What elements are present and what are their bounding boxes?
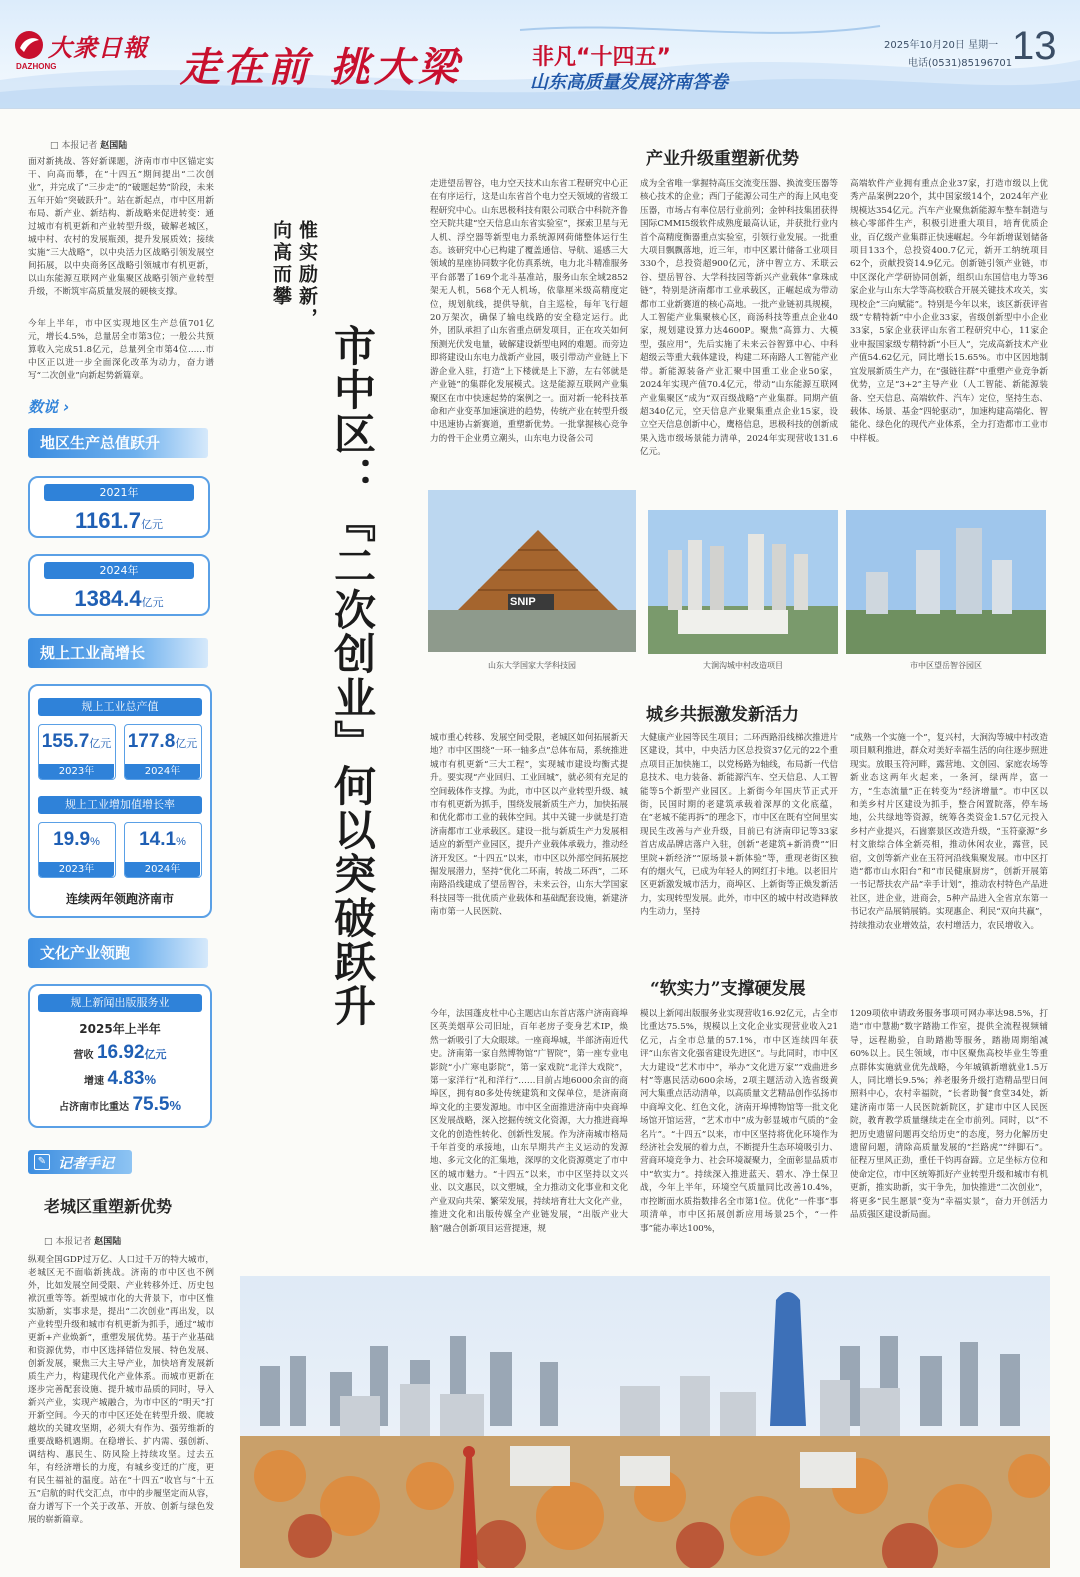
article-3-col-3: 1209项依申请政务服务事项可网办率达98.5%，打造“市中慧勘”数字踏勘工作室，提供全流程视频辅导，远程勘验，自助踏勘等服务，踏勘周期缩减60%以上。民生领域，市中区聚焦高校毕业生等重点群体实施就业优先战略，今年城镇新增就业1.5万人，同比增长9.5%；养老服务升级打造精品型日间照料中心，农村幸福院，“长者助餐”食堂34处，新建济南市第一人民医院新院区，扩建市中区人民医院，教育教学质量继续走在全市前列。同时，以“不把历史遗留问题再交给历史”的态度，努力化解历史遗留问题，清除高质量发展的“拦路虎”“绊脚石”。征程万里风正劲，重任千钧再奋蹄。立足坐标方位和使命定位，市中区统筹抓好产业转型升级和城市有机更新，推实助新，实干争先，加快推进“二次创业”，将更多“民生愿景”变为“幸福实景”，奋力开创活力品质强区建设新局面。 <box>850 1009 1048 1221</box>
industry-growth-value-2024: 14.1% <box>139 829 186 850</box>
newspaper-logo-text: 大衆日報 <box>48 33 148 62</box>
culture-period: 2025年上半年 <box>79 1022 161 1036</box>
newspaper-logo-subtext: DAZHONG <box>16 62 57 71</box>
photo-sign-text: SNIP <box>510 596 536 608</box>
notes-text: 纵观全国GDP过万亿、人口过千万的特大城市，老城区无不面临新挑战。济南的市中区也不例外，比如发展空间受限、产业转移外迁、历史包袱沉重等等。新型城市化的大背景下，市中区惟实励新，实事求是，提出“二次创业”再出发，以产业转型升级和城市有机更新为抓手，通过“城市更新+产业焕新”，重塑发展优势。基于产业基础和资源优势，市中区选择错位发展、特色发展、创新发展，聚焦三大主导产业，加快培育发展新质生产力，构建现代化产业体系。而城市更新在逐步完善配套设施、提升城市品质的同时，导入新兴产业，实现产城融合，为市中区的“明天”打开新空间。今天的市中区还处在转型升级、爬坡越坎的关键攻坚期，必须大有作为、强劳维新的重要战略机遇期。在稳增长、扩内需、强创新、调结构、惠民生、防风险上持续攻坚。过去五年，有经济增长的力度，有城乡变迁的广度，更有民生福祉的温度。站在“十四五”收官与“十五五”启航的时代交汇点，市中的步履坚定而从容，奋力谱写下一个关于改革、开放、创新与绿色发展的崭新篇章。 <box>28 1255 214 1525</box>
article-1-title: 产业升级重塑新优势 <box>646 149 799 169</box>
culture-revenue: 营收 16.92亿元 <box>73 1042 167 1063</box>
photo-caption-3: 市中区望岳智谷园区 <box>910 661 982 670</box>
industry-card <box>28 684 212 918</box>
industry-growth-2023 <box>38 822 116 878</box>
photo-caption-2: 大涧沟城中村改造项目 <box>703 661 783 670</box>
article-2-col-3: “成熟一个实施一个”，复兴村，大涧沟等城中村改造项目顺利推进，群众对美好幸福生活的向往逐步照进现实。放眼玉符河畔，露营地、文创园、家庭农场等新业态这两年火起来，一条河，绿两岸，富一方，“生态流量”正在转变为“经济增量”。市中区以和美乡村片区建设为抓手，整合闲置院落，停车场地，公共绿地等资源，统筹各类资金1.57亿元投入乡村产业提兴，石崮寨景区改造升级，“玉符豪源”乡村文旅综合体全新亮相，推动休闲农业，露营，民宿，文创等新产业在玉符河沿线集聚发展。市中区打造“都市山水阳台”和“市民健康厨房”，创新开展第一书记帮扶农产品“幸手计划”，推动农村特色产品进社区，进企业，进商会，5种产品进入全省京东第一书记农产品展销展销。实现惠企、利民“双向共赢”，持续推动农业增效益，农村增活力，农民增收入。 <box>850 733 1048 931</box>
industry-growth-year-2024: 2024年 <box>125 862 200 877</box>
article-1-col-1: 走进望岳智谷，电力空天技术山东省工程研究中心正在有序运行，这是山东省首个电力空天领域的省级工程研究中心。山东思极科技有限公司联合中科院齐鲁空天院共建“空天信息山东省实验室”，探索卫星与无人机、浮空器等新型电力系统源网荷储整体运行生态。该研究中心已构建了覆盖通信、导航、遥感三大领域的星座协同数字化仿真系统，电力北斗精准服务平台部署了169个北斗基准站，服务山东全域2852架无人机，568个无人机场，依靠厘米级高精度定位，规划航线，提供导航，自主巡检，每年飞行超20万架次，确保了输电线路的安全稳定运行。此外，团队承担了山东省重点研发项目，正在攻关如何预测光伏发电量，破解建设新型电网的难题。而旁边即将建设山东电力战新产业园，吸引带动产业链上下游企业入驻，打造“上下楼就是上下游，左右邻就是产业链”的集群化发展模式。这是能源互联网产业集聚区在市中快速起势的案例之一。面对新一轮科技革命和产业变革加速演进的趋势，传统产业在转型升级中迅速协占新赛道，重塑新优势。一批掌握核心竞争力的骨干企业勇立潮头，山东电力设备公司 <box>430 179 628 444</box>
industry-growth-value-2023: 19.9% <box>53 829 100 850</box>
culture-label: 规上新闻出版服务业 <box>38 994 202 1012</box>
article-2-col-2: 大健康产业园等民生项目；二环西路沿线梯次推进片区建设，其中，中央活力区总投资37亿元的22个重点项目正加快施工，以党杨路为轴线，布局新一代信息技术、电力装备、新能源汽车、空天信息、人工智能等5个新型产业园区。上新街今年国庆节正式开街，民国时期的老建筑承载着深厚的文化底蕴，在“老城不能再拆”的理念下，市中区在既有空间里实现民生改善与产业升级，目前已有济南印记等33家首店成品牌店落户入驻，创新“老建筑+新消费”“旧里院+新经济”“原场景+新体验”等，重现老街区独有的烟火气，已成为年轻人的网红打卡地。以老旧片区更新激发城市活力，商埠区、上新街等正焕发新活力，实现转型发展。此外，市中区的城中村改造释放内生动力，坚持 <box>640 733 838 918</box>
industry-output-year-2023: 2023年 <box>39 764 114 779</box>
industry-output-value-2024: 177.8亿元 <box>127 731 198 752</box>
sidebar-intro-2: 今年上半年，市中区实现地区生产总值701亿元，增长4.5%，总量居全市第3位；一般公共预算收入完成51.8亿元，总量列全市第4位……市中区正以进一步全面深化改革为动力，奋力谱写“二次创业”向新起势新篇章。 <box>28 319 214 381</box>
sidebar-intro-1: 面对新挑战、答好新课题，济南市市中区锚定实干、向高而攀，在“十四五”期间提出“二次创业”，并完成了“三步走”的“破题起势”阶段，未来五年开始“突破跃升”。站在新起点，市中区用新布局、新产业、新结构、新战略来促进转变：通过城市有机更新和产业转型升级，破解老城区，城中村、农村的发展瓶颈，提升发展质效；接续实施“三大战略”，以中央活力区战略引领发展空间拓展，以中央商务区战略引领城市有机更新，以山东能源互联网产业集聚区战略引领产业转型升级，不断筑牢高质量发展的硬核支撑。 <box>28 157 214 297</box>
photo-village-renovation <box>648 510 838 654</box>
editor-phone: 电话(0531)85196701 <box>908 58 1013 69</box>
byline-label: 本报记者 <box>61 141 98 151</box>
vertical-subtitle: 惟实励新， 向高而攀 <box>270 220 318 330</box>
city-skyline-photo <box>240 1276 1050 1568</box>
gdp-value-2024: 1384.4亿元 <box>74 586 164 611</box>
photo-caption-1: 山东大学国家大学科技园 <box>488 661 576 670</box>
notes-byline: □ 本报记者 赵国陆 <box>44 1237 122 1247</box>
section-head-industry: 规上工业高增长 <box>28 638 208 668</box>
residential-towers-illustration <box>648 510 838 654</box>
masthead-title: 走在前 挑大梁 <box>180 44 462 91</box>
photo-wangyue-park <box>846 510 1046 654</box>
industry-output-year-2024: 2024年 <box>125 764 200 779</box>
article-2-col-1: 城市重心转移、发展空间受限，老城区如何拓展新天地？市中区围绕“一环一轴多点”总体布局，系统推进城市有机更新“三大工程”，实现城市建设均衡式提升。要实现“产业回归、工业回城”，就必须有充足的空间载体作支撑。为此，市中区以产业转型升级、城市有机更新为抓手，围绕发展新质生产力，加快拓展和优化都市工业的载体空间。其中关键一步就是打造济南都市工业承载区。建设一批与新质生产力发展相适应的新型产业园区，提升产业载体承载力，推动经济开发区。“十四五”以来，市中区以外部空间拓展挖掘发展潜力，坚持“优化二环南，转战二环西”，二环南路沿线建成了望岳智谷，未来云谷，山东大学国家科技园等一批优质产业载体和基础配套设施，新建济南市第一人民医院、 <box>430 733 628 918</box>
article-3-col-1: 今年，法国蓬皮杜中心主题店山东首店落户济南商埠区英美烟草公司旧址，百年老房子变身艺术IP，焕然一新吸引了大众眼球。一座商埠城，半部济南近代史。济南第一家自然博物馆“广智院”，第一座专业电影院“小广寒电影院”，第一家戏院“北洋大戏院”，第一家洋行“礼和洋行”……目前占地6000余亩的商埠区，拥有80多处传统建筑和文保单位，是济南商埠文化的主要发源地。市中区全面推进济南中央商埠区发展战略，深入挖掘传统文化资源，大力推进商埠文化的创造性转化、创新性发展。作为济南城市格局千年首变的承接地，山东早期共产主义运动的发源地、多元文化的汇集地，深厚的文化资源奠定了市中区的城市魅力。“十四五”以来，市中区坚持以文兴业、以文惠民，以文塑城，全力推动文化事业和文化产业双向共荣、繁荣发展，持续培育壮大文化产业，推进文化和出版传媒全产业链发展，“出版产业大脑”融合创新项目运营提速，规 <box>430 1009 628 1234</box>
section-head-gdp: 地区生产总值跃升 <box>28 428 208 458</box>
city-skyline-illustration <box>240 1276 1050 1568</box>
sidebar-byline <box>50 138 127 151</box>
gdp-card-2024 <box>28 554 210 616</box>
vertical-main-title: 市中区：『二次创业』何以突破跃升 <box>328 324 377 1028</box>
industry-output-2024 <box>124 724 202 780</box>
gdp-card-2021 <box>28 476 210 538</box>
chevron-right-icon: › <box>63 398 70 416</box>
section-head-culture: 文化产业领跑 <box>28 938 208 968</box>
masthead <box>0 0 1080 109</box>
culture-card <box>28 984 212 1128</box>
industry-growth-label: 规上工业增加值增长率 <box>38 796 202 814</box>
culture-growth: 增速 4.83% <box>83 1068 157 1089</box>
article-1-col-3: 高端软件产业拥有重点企业37家，打造市级以上优秀产品案例220个，其中国家级14个，2024年产业规模达354亿元。汽车产业聚焦新能源车整车制造与核心零部件生产，积极引进重大项目，培育优质企业，百亿级产业集群正快速崛起。今年新增谋划储备项目133个，总投资400.7亿元，新开工纳统项目62个，贡献投资14.9亿元。创新链引领产业链，市中区深化产学研协同创新，组织山东国信电力等36家企业与山东大学等高校联合开展关键技术攻关，实现校企“三向赋能”。特别是今年以来，该区新获评省级“专精特新”中小企业33家，省级创新型中小企业33家，5家企业获评山东省工程研究中心，11家企业申报国家级专精特新“小巨人”，完成高新技术产业产值54.62亿元，同比增长15.65%。市中区因地制宜发展新质生产力，在“强链往群”中重塑产业竞争新优势，立足“3+2”主导产业（人工智能、新能源装备、空天信息、高端软件、汽车）定位，坚持生态、载体、场景、基金“四轮驱动”，加速构建高端化、智能化、绿色化的现代产业体系，全力打造都市工业市中样板。 <box>850 179 1048 444</box>
article-3-title: “软实力”支撑硬发展 <box>650 979 806 999</box>
gdp-year-2021: 2021年 <box>44 484 194 501</box>
science-park-building-illustration <box>428 490 636 652</box>
office-towers-illustration <box>846 510 1046 654</box>
article-1-col-2: 成为全省唯一掌握特高压交流变压器、换流变压器等核心技术的企业；西门子能源公司生产的海上风电变压器，市场占有率位居行业前列；金钟科技集团获得国际CMMI5级软件成熟度最高认证，并获批行业内首个高精度衡器重点实验室，引领行业发展。一批重大项目飘飘落地，近三年，市中区累计储备工业项目330个，总投资超900亿元，济中智立方、禾联云谷、望岳智谷、大学科技园等新兴产业载体“拿珠成链”，特别是济南都市工业承载区，正崛起成为带动都市工业新赛道的核心高地。一批产业链初具规模，人工智能产业集聚核心区，商汤科技等重点企业40家，规划建设算力达4600P。聚焦“高算力、大模型，强应用”，先后实施了未来云谷智算中心、中科超级云等重大载体建设，构建二环南路人工智能产业带。新能源装备产业汇聚中国重工业企业50家，2024年实现产值70.4亿元，带动“山东能源互联网产业集聚区”成为“双百级战略”产业集群。同期产值超340亿元，空天信息产业聚集重点企业15家，设立空天信息创新中心，鹰格信息，思极科技的创新成果入选市级场景能力清单，2024年实现营收131.6亿元。 <box>640 179 838 458</box>
notes-title: 老城区重塑新优势 <box>44 1197 173 1216</box>
article-3-col-2: 模以上新闻出版服务业实现营收16.92亿元，占全市比重达75.5%，规模以上文化企业实现营业收入21亿元，占全市总量的57.1%，市中区连续四年获评“山东省文化强省建设先进区”。与此同时，市中区大力建设“艺术市中”，举办“文化进万家”“戏曲进乡村”等惠民活动600余场，2项主题活动入选省级黄河大集重点活动清单，以高质量文艺精品创作弘扬市中商埠文化、红色文化，济南开埠博物馆等一批文化场馆开馆运营，“艺术市中”成为彰显城市气质的“金名片”。“十四五”以来，市中区坚持将优化环境作为经济社会发展的着力点，不断提升生态环境吸引力、营商环境竞争力、社会环境凝聚力，全面彰显品质市中“软实力”。持续深入推进蓝天、碧水、净土保卫战，今年上半年，环境空气质量同比改善10.4%，市控断面水质指数排名全市第1位。优化“一件事”事项清单，市中区拓展创新应用场景25个，“一件事”能办率达100%， <box>640 1009 838 1234</box>
industry-growth-2024 <box>124 822 202 878</box>
masthead-subtitle-2: 山东高质量发展济南答卷 <box>530 72 728 93</box>
notepad-icon: ✎ <box>34 1154 50 1170</box>
notes-tag <box>28 1150 132 1174</box>
culture-share: 占济南市比重达 75.5% <box>58 1094 182 1115</box>
industry-growth-year-2023: 2023年 <box>39 862 114 877</box>
issue-date: 2025年10月20日 星期一 <box>884 40 999 51</box>
byline-name: 赵国陆 <box>100 141 128 151</box>
industry-output-value-2023: 155.7亿元 <box>41 731 112 752</box>
page-number: 13 <box>1012 24 1057 68</box>
masthead-subtitle-1: 非凡“十四五” <box>532 45 671 70</box>
industry-output-2023 <box>38 724 116 780</box>
notes-tag-label: 记者手记 <box>58 1156 114 1172</box>
gdp-value-2021: 1161.7亿元 <box>74 508 164 533</box>
article-2-title: 城乡共振激发新活力 <box>646 705 799 725</box>
gdp-year-2024: 2024年 <box>44 562 194 579</box>
photo-science-park <box>428 490 636 652</box>
dazhong-logo-icon <box>14 30 44 60</box>
byline-box-icon: □ <box>50 141 62 151</box>
industry-output-label: 规上工业总产值 <box>38 698 202 716</box>
shuoshuo-label: 数说 › <box>28 398 70 416</box>
industry-note: 连续两年领跑济南市 <box>65 892 174 906</box>
